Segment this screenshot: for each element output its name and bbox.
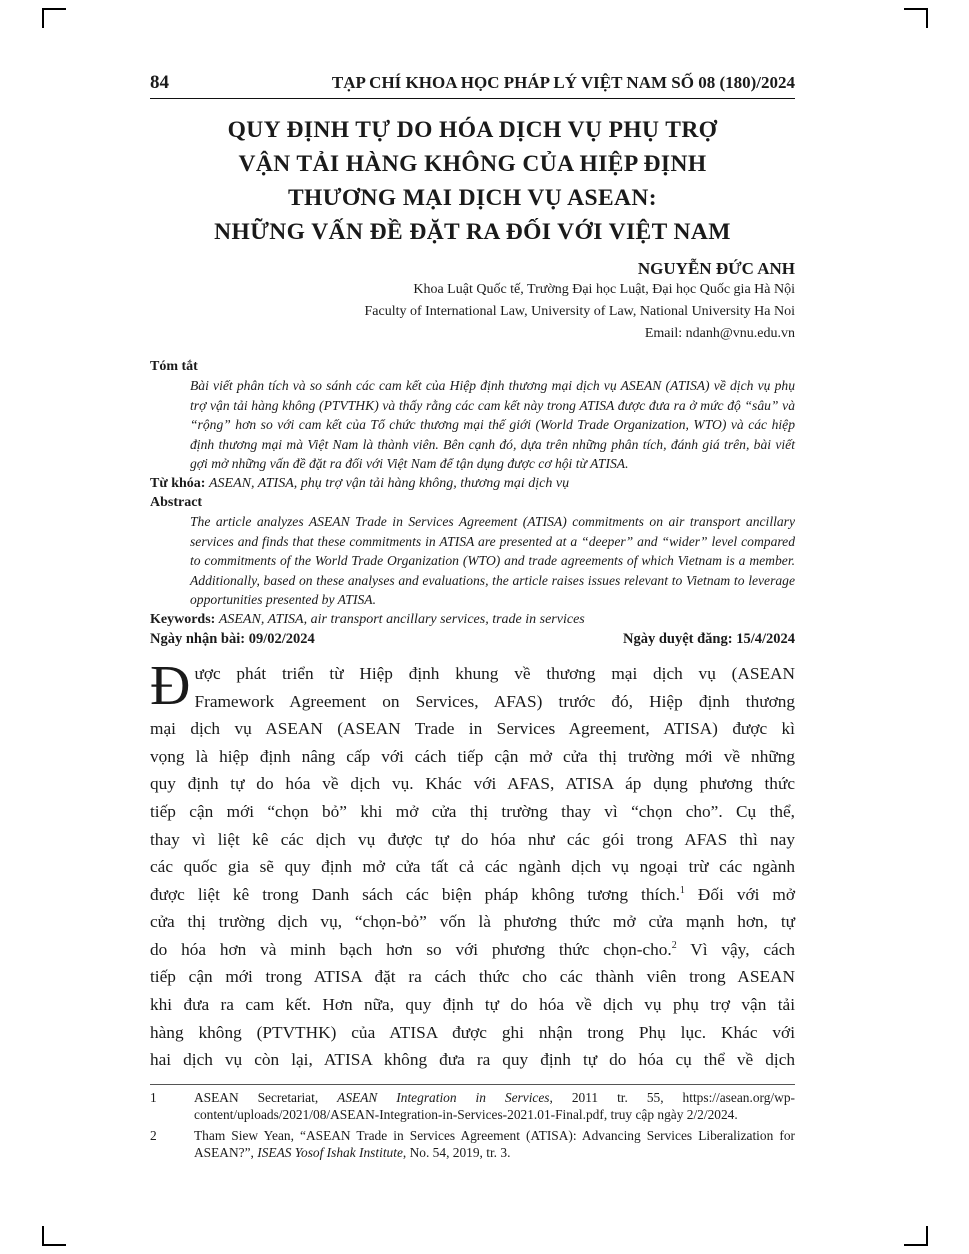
affiliation-vi: Khoa Luật Quốc tế, Trường Đại học Luật, Đại học Quốc gia Hà Nội	[413, 282, 795, 297]
keywords-vi-text: ASEAN, ATISA, phụ trợ vận tải hàng không, thương mại dịch vụ	[208, 475, 570, 491]
footnote	[150, 1127, 795, 1161]
footnote-separator	[150, 1084, 795, 1085]
affiliation-en: Faculty of International Law, University of Law, National University Ha Noi	[364, 304, 795, 319]
body-text	[150, 654, 796, 1074]
keywords-vi-label: Từ khóa:	[150, 475, 206, 491]
title-line: THƯƠNG MẠI DỊCH VỤ ASEAN:	[287, 185, 658, 211]
article-dates	[150, 631, 795, 648]
keywords-en-text: ASEAN, ATISA, air transport ancillary services, trade in services	[218, 611, 585, 627]
title-line: VẬN TẢI HÀNG KHÔNG CỦA HIỆP ĐỊNH	[238, 151, 707, 177]
body-line: thay vì liệt kê các dịch vụ được tự do hóa như các gói trong AFAS thì nay	[150, 829, 795, 849]
body-line: mại dịch vụ ASEAN (ASEAN Trade in Services Agreement, ATISA) được kì	[150, 719, 795, 739]
page	[150, 72, 795, 1161]
running-header	[150, 72, 795, 99]
body-line: hàng không (PTVTHK) của ATISA được ghi nhận trong Phụ lục. Khác với	[150, 1022, 795, 1042]
crop-mark-bottom-right	[904, 1226, 928, 1246]
footnote-text	[194, 1089, 795, 1123]
body-line-text: Vì vậy, cách	[676, 939, 796, 959]
footnote-text-part: , No. 54, 2019, tr. 3.	[402, 1144, 511, 1160]
body-line: tiếp cận mới trong ATISA đặt ra cách thức cho các thành viên trong ASEAN	[150, 967, 795, 987]
page-number: 84	[150, 72, 169, 93]
received-date	[150, 631, 315, 648]
accepted-date	[623, 631, 795, 648]
footnote-number: 1	[150, 1089, 157, 1105]
body-line: hai dịch vụ còn lại, ATISA không đưa ra quy định tự do hóa cụ thể về dịch	[150, 1050, 795, 1070]
journal-title: TẠP CHÍ KHOA HỌC PHÁP LÝ VIỆT NAM SỐ 08 (180)/2024	[331, 73, 795, 92]
drop-cap: Đ	[150, 654, 191, 717]
body-line-text: được liệt kê trong Danh sách các biện pháp không tương thích.	[150, 884, 680, 904]
received-value: 09/02/2024	[248, 630, 315, 647]
crop-mark-top-left	[42, 8, 66, 28]
title-line: NHỮNG VẤN ĐỀ ĐẶT RA ĐỐI VỚI VIỆT NAM	[214, 219, 731, 245]
summary-text: Bài viết phân tích và so sánh các cam kết của Hiệp định thương mại dịch vụ ASEAN (ATISA) về dịch vụ phụ trợ vận tải hàng không (PTVTHK) và thấy rằng các cam kết này trong ATISA được đưa ra ở mức độ “sâu” và “rộng” hơn so với cam kết của Tổ chức thương mại thế giới (World Trade Organization, WTO) và các hiệp định thương mại mà Việt Nam là thành viên. Bên cạnh đó, dựa trên những phân tích, đánh giá trên, bài viết gợi mở những vấn đề đặt ra đối với Việt Nam để tận dụng được cơ hội từ ATISA.	[190, 378, 795, 472]
keywords-vi	[150, 474, 795, 493]
abstract-text: The article analyzes ASEAN Trade in Services Agreement (ATISA) commitments on air transport ancillary services and finds that these commitments in ATISA are presented at a “deeper” and “wider” level compared to commitments of the World Trade Organization (WTO) and trade agreements of which Vietnam is a member. Additionally, based on these analyses and evaluations, the article raises issues relevant to Vietnam to leverage opportunities presented by ATISA.	[190, 513, 795, 608]
footnote-text-part: Tham Siew Yean, “ASEAN Trade in Services Agreement (ATISA): Advancing Services Liberalization for ASEAN?”,	[194, 1127, 795, 1160]
body-line: tiếp cận mới “chọn bỏ” khi mở cửa thị trường thay vì “chọn cho”. Cụ thể,	[150, 801, 795, 821]
keywords-en	[150, 610, 795, 629]
footnote-number: 2	[150, 1127, 157, 1143]
accepted-value: 15/4/2024	[736, 630, 795, 647]
footnote-source-title: ASEAN Integration in Services	[337, 1089, 550, 1105]
body-line	[150, 881, 795, 909]
body-line: cửa thị trường dịch vụ, “chọn-bỏ” vốn là phương thức mở cửa mạnh hơn, tự	[150, 912, 795, 932]
author-email: Email: ndanh@vnu.edu.vn	[644, 326, 795, 341]
article-title	[150, 113, 795, 249]
received-label: Ngày nhận bài:	[150, 630, 246, 647]
title-line: QUY ĐỊNH TỰ DO HÓA DỊCH VỤ PHỤ TRỢ	[227, 117, 718, 143]
footnote	[150, 1089, 795, 1123]
body-line: vọng là hiệp định nâng cấp với cách tiếp cận mở cửa thị trường mới về những	[150, 746, 795, 766]
body-line: khi đưa ra cam kết. Hơn nữa, quy định tự do hóa về dịch vụ phụ trợ vận tải	[150, 995, 795, 1015]
body-line-text: do hóa hơn và minh bạch hơn so với phương thức chọn-cho.	[150, 939, 672, 959]
footnote-text-part: ASEAN Secretariat,	[194, 1089, 338, 1105]
summary-label: Tóm tắt	[150, 359, 198, 374]
body-line-text: Đối với mở	[684, 884, 795, 904]
body-line: quy định tự do hóa về dịch vụ. Khác với AFAS, ATISA áp dụng phương thức	[150, 774, 795, 794]
body-line: ược phát triển từ Hiệp định khung về thương mại dịch vụ (ASEAN	[194, 663, 795, 683]
crop-mark-bottom-left	[42, 1226, 66, 1246]
keywords-en-label: Keywords:	[150, 611, 216, 627]
footnote-ref[interactable]: 1	[679, 884, 685, 896]
accepted-label: Ngày duyệt đăng:	[622, 630, 733, 647]
crop-mark-top-right	[904, 8, 928, 28]
footnote-source-title: ISEAS Yosof Ishak Institute	[257, 1144, 403, 1160]
author-name: NGUYỄN ĐỨC ANH	[637, 259, 795, 278]
body-line	[150, 936, 795, 964]
footnote-text	[194, 1127, 795, 1161]
footnote-ref[interactable]: 2	[671, 940, 677, 952]
abstract-label: Abstract	[150, 494, 203, 510]
body-line: các quốc gia sẽ quy định mở cửa tất cả các ngành dịch vụ ngoại trừ các ngành	[150, 857, 795, 877]
body-line: Framework Agreement on Services, AFAS) trước đó, Hiệp định thương	[194, 691, 795, 711]
footnote-text-part: , 2011 tr. 55, https://asean.org/wp-content/uploads/2021/08/ASEAN-Integration-in-Services-2021.01-Final.pdf, truy cập ngày 2/2/2024.	[194, 1089, 795, 1122]
